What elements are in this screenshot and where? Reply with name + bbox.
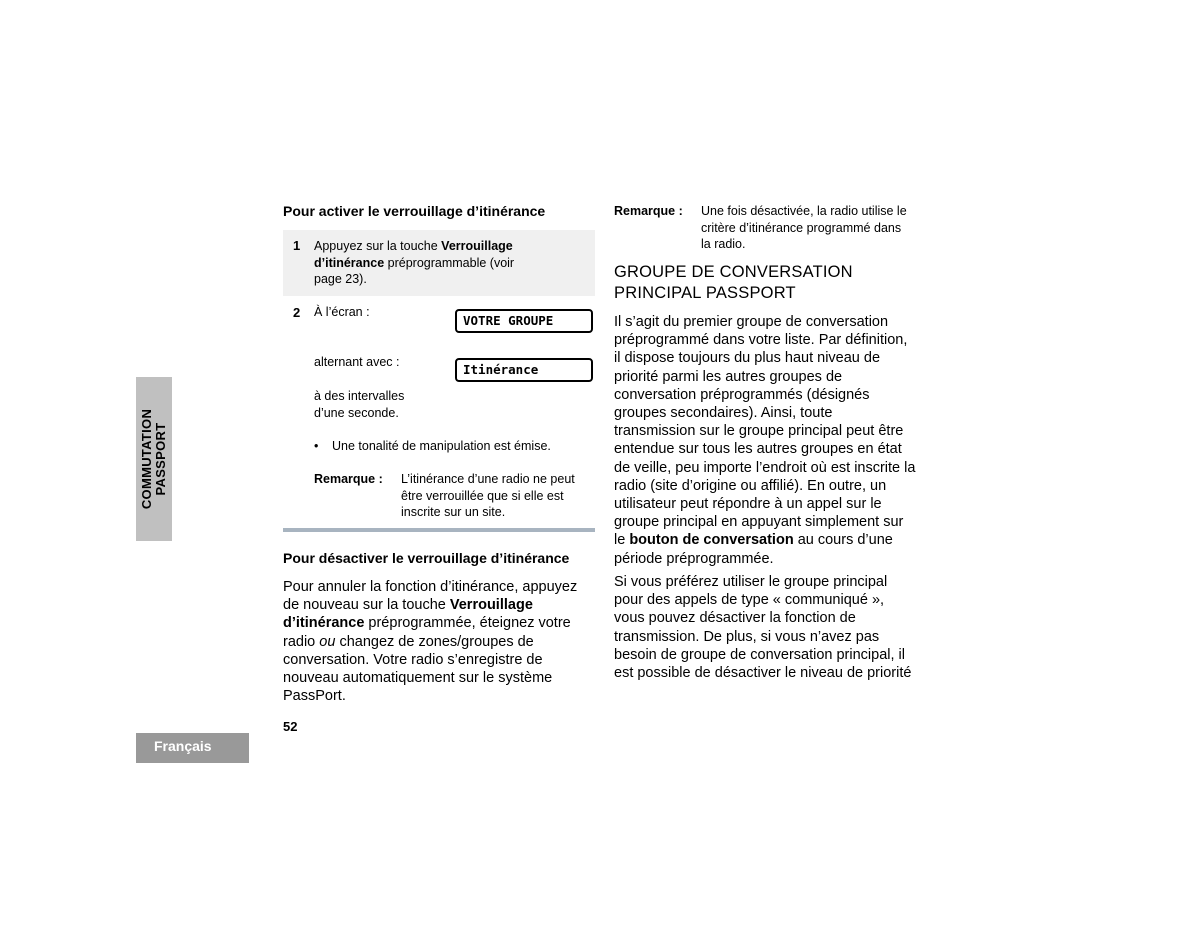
- p1-line-14: période préprogrammée.: [614, 550, 774, 567]
- note-right-line-1: Une fois désactivée, la radio utilise le: [701, 204, 907, 218]
- note-text-right: [701, 203, 941, 253]
- para-line-3a: d’itinérance: [283, 615, 365, 632]
- bullet-mark: •: [314, 439, 319, 453]
- p2-line-4: transmission. De plus, si vous n’avez pas: [614, 628, 880, 645]
- lcd-display-group: VOTRE GROUPE: [455, 309, 593, 333]
- main-paragraph-2: [614, 573, 944, 682]
- p2-line-6: est possible de désactiver le niveau de priorité: [614, 665, 912, 682]
- para-line-2a: de nouveau sur la touche: [283, 597, 450, 614]
- step-1-key-name-a: Verrouillage: [441, 239, 513, 253]
- p1-line-7: transmission sur le groupe principal peut être: [614, 423, 904, 440]
- step-1-key-name-b: d’itinérance: [314, 255, 385, 270]
- p2-line-3: vous pouvez désactiver la fonction de: [614, 610, 856, 627]
- main-paragraph-1: [614, 313, 944, 568]
- p1-line-2: préprogrammé dans votre liste. Par définition,: [614, 332, 908, 349]
- step-2-text-interval: [314, 388, 404, 421]
- p2-line-5: besoin de groupe de conversation principal, il: [614, 646, 905, 663]
- note-left-line-1: L’itinérance d’une radio ne peut: [401, 472, 575, 486]
- step-1-text-c: page 23).: [314, 272, 367, 286]
- p1-line-12: groupe principal en appuyant simplement sur: [614, 514, 904, 531]
- section-heading-line-2: PRINCIPAL PASSPORT: [614, 284, 796, 302]
- side-tab-line-2: PASSPORT: [153, 422, 168, 496]
- section-divider: [283, 528, 595, 532]
- side-tab-line-1: COMMUTATION: [139, 408, 154, 510]
- note-label-left: Remarque :: [314, 472, 383, 486]
- note-left-line-2: être verrouillée que si elle est: [401, 488, 564, 503]
- side-tab-label: [140, 409, 168, 509]
- step-2-text-alternating: alternant avec :: [314, 355, 400, 369]
- para-line-1: Pour annuler la fonction d’itinérance, appuyez: [283, 579, 578, 595]
- p2-line-1: Si vous préférez utiliser le groupe principal: [614, 574, 888, 590]
- step-1-number: 1: [293, 238, 301, 253]
- step-1-text-a: Appuyez sur la touche: [314, 239, 442, 253]
- para-line-3b: préprogrammée, éteignez votre: [364, 615, 571, 632]
- step-2-number: 2: [293, 305, 301, 320]
- section-heading: [614, 262, 853, 304]
- p1-line-13c: au cours d’une: [793, 532, 893, 549]
- note-label-right: Remarque :: [614, 204, 683, 218]
- p1-line-11: utilisateur peut répondre à un appel sur le: [614, 496, 882, 513]
- language-tab: Français: [136, 733, 249, 763]
- page-number: 52: [283, 719, 298, 734]
- section-side-tab: [136, 377, 172, 541]
- step-2-interval-line-1: à des intervalles: [314, 389, 405, 403]
- heading-deactivate: Pour désactiver le verrouillage d’itinérance: [283, 550, 570, 566]
- para-line-4b: ou: [319, 633, 336, 650]
- bullet-text: Une tonalité de manipulation est émise.: [332, 439, 551, 453]
- lcd-display-roaming: Itinérance: [455, 358, 593, 382]
- note-text-left: [401, 471, 596, 521]
- p1-line-9: de veille, peu importe l’endroit où est inscrite la: [614, 459, 916, 476]
- p1-line-3: il dispose toujours du plus haut niveau de: [614, 350, 881, 367]
- note-left-line-3: inscrite sur un site.: [401, 505, 506, 519]
- step-2-text-screen: À l’écran :: [314, 305, 370, 319]
- heading-activate: Pour activer le verrouillage d’itinérance: [283, 203, 546, 219]
- note-right-line-3: la radio.: [701, 237, 746, 251]
- para-line-4c: changez de zones/groupes de: [335, 633, 534, 650]
- para-line-7: PassPort.: [283, 688, 346, 705]
- p1-line-13a: le: [614, 532, 630, 549]
- para-line-2b: Verrouillage: [449, 597, 533, 614]
- p1-line-1: Il s’agit du premier groupe de conversation: [614, 314, 889, 330]
- p2-line-2: pour des appels de type « communiqué »,: [614, 592, 885, 609]
- deactivate-paragraph: [283, 578, 603, 705]
- note-right-line-2: critère d’itinérance programmé dans: [701, 220, 902, 235]
- p1-line-13b: bouton de conversation: [629, 532, 794, 549]
- step-1-text-b: préprogrammable (voir: [384, 255, 515, 270]
- p1-line-8: entendue sur tous les autres groupes en état: [614, 441, 902, 458]
- para-line-5: conversation. Votre radio s’enregistre de: [283, 651, 543, 668]
- step-2-interval-line-2: d’une seconde.: [314, 405, 399, 420]
- p1-line-6: groupes secondaires). Ainsi, toute: [614, 405, 833, 422]
- p1-line-4: priorité parmi les autres groupes de: [614, 368, 843, 385]
- section-heading-line-1: GROUPE DE CONVERSATION: [614, 263, 853, 281]
- step-1-text: [314, 238, 584, 288]
- p1-line-5: conversation préprogrammés (désignés: [614, 386, 870, 403]
- para-line-4a: radio: [283, 633, 320, 650]
- p1-line-10: radio (site d’origine ou affilié). En outre, un: [614, 477, 887, 494]
- para-line-6: nouveau automatiquement sur le système: [283, 670, 553, 687]
